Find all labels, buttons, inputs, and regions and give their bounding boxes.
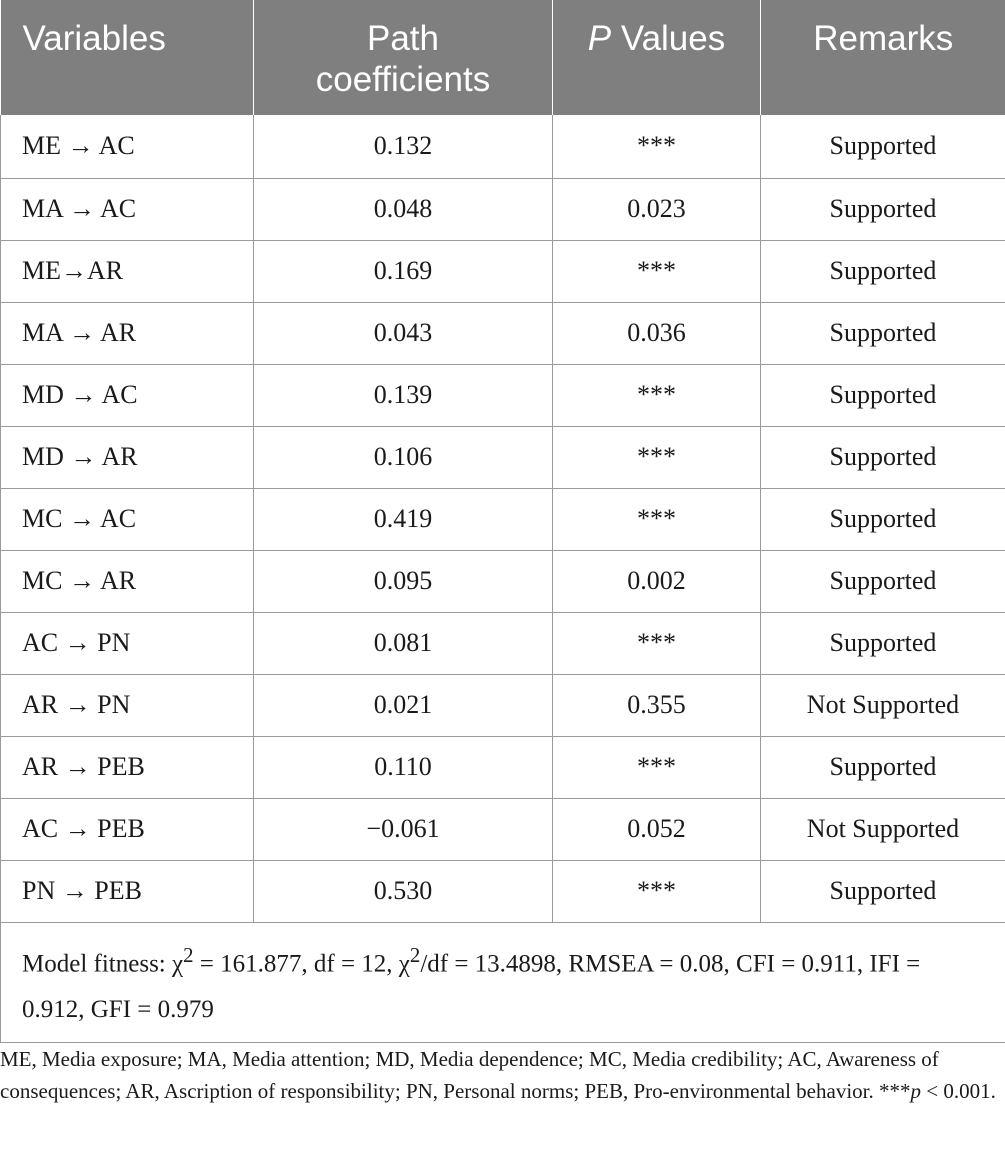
cell-path-coefficient: 0.139 — [254, 364, 553, 426]
header-p-italic: P — [587, 19, 612, 58]
table-row — [1, 240, 1005, 302]
cell-path-coefficient: 0.081 — [254, 612, 553, 674]
cell-path-coefficient: 0.095 — [254, 550, 553, 612]
table-header — [1, 0, 1005, 115]
table-row — [1, 302, 1005, 364]
header-remarks: Remarks — [761, 0, 1005, 115]
cell-variables: ME→AR — [1, 240, 254, 302]
model-fitness-cell — [1, 922, 1005, 1042]
footnote-tail: < 0.001. — [921, 1079, 996, 1103]
cell-variables: AR → PN — [1, 674, 254, 736]
header-row — [1, 0, 1005, 115]
cell-remarks: Not Supported — [761, 674, 1005, 736]
fitness-sup1: 2 — [183, 942, 194, 967]
table-footnote — [0, 1043, 1005, 1107]
cell-p-value: 0.355 — [553, 674, 761, 736]
table-row — [1, 178, 1005, 240]
cell-variables: AC → PN — [1, 612, 254, 674]
cell-remarks: Supported — [761, 860, 1005, 922]
table-row — [1, 736, 1005, 798]
cell-remarks: Supported — [761, 302, 1005, 364]
cell-p-value: 0.036 — [553, 302, 761, 364]
header-path-line1: Path — [367, 19, 439, 58]
cell-p-value: *** — [553, 488, 761, 550]
cell-path-coefficient: 0.043 — [254, 302, 553, 364]
cell-p-value: *** — [553, 426, 761, 488]
cell-variables: MA → AC — [1, 178, 254, 240]
table-row — [1, 674, 1005, 736]
header-p-rest: Values — [611, 19, 726, 58]
table-row — [1, 488, 1005, 550]
header-variables: Variables — [1, 0, 254, 115]
table-footer — [1, 922, 1005, 1042]
cell-variables: AR → PEB — [1, 736, 254, 798]
footnote-text: ME, Media exposure; MA, Media attention; MD, Media dependence; MC, Media credibility; AC, Awareness of consequences; AR, Ascription of responsibility; PN, Personal norms; PEB, Pro-environmental behavior. *** — [0, 1047, 939, 1103]
cell-remarks: Supported — [761, 736, 1005, 798]
cell-variables: AC → PEB — [1, 798, 254, 860]
cell-path-coefficient: 0.110 — [254, 736, 553, 798]
table-row — [1, 612, 1005, 674]
model-fitness-row — [1, 922, 1005, 1042]
cell-p-value: 0.052 — [553, 798, 761, 860]
cell-path-coefficient: −0.061 — [254, 798, 553, 860]
cell-remarks: Supported — [761, 240, 1005, 302]
cell-p-value: *** — [553, 860, 761, 922]
table-row — [1, 115, 1005, 178]
cell-remarks: Supported — [761, 550, 1005, 612]
cell-variables: PN → PEB — [1, 860, 254, 922]
fitness-prefix: Model fitness: χ — [22, 949, 184, 977]
cell-p-value: *** — [553, 736, 761, 798]
cell-path-coefficient: 0.530 — [254, 860, 553, 922]
cell-remarks: Supported — [761, 364, 1005, 426]
cell-path-coefficient: 0.169 — [254, 240, 553, 302]
cell-p-value: *** — [553, 612, 761, 674]
cell-path-coefficient: 0.132 — [254, 115, 553, 178]
fitness-sup2: 2 — [409, 942, 421, 967]
cell-variables: MD → AR — [1, 426, 254, 488]
fitness-mid: = 161.877, df = 12, χ — [193, 949, 410, 977]
cell-path-coefficient: 0.419 — [254, 488, 553, 550]
cell-path-coefficient: 0.021 — [254, 674, 553, 736]
footnote-p-italic: p — [910, 1079, 921, 1103]
cell-p-value: *** — [553, 364, 761, 426]
cell-variables: MA → AR — [1, 302, 254, 364]
cell-path-coefficient: 0.106 — [254, 426, 553, 488]
cell-variables: MC → AR — [1, 550, 254, 612]
cell-variables: ME → AC — [1, 115, 254, 178]
cell-remarks: Supported — [761, 178, 1005, 240]
table-body — [1, 115, 1005, 922]
header-p-values — [553, 0, 761, 115]
table-row — [1, 798, 1005, 860]
table-row — [1, 860, 1005, 922]
cell-variables: MC → AC — [1, 488, 254, 550]
table-row — [1, 550, 1005, 612]
cell-remarks: Not Supported — [761, 798, 1005, 860]
table-row — [1, 426, 1005, 488]
cell-p-value: 0.023 — [553, 178, 761, 240]
table-row — [1, 364, 1005, 426]
fitness-suffix: /df = 13.4898, RMSEA = 0.08, CFI = 0.911, IFI = 0.912, GFI = 0.979 — [22, 949, 921, 1023]
cell-p-value: *** — [553, 240, 761, 302]
cell-remarks: Supported — [761, 426, 1005, 488]
header-path-coefficients — [254, 0, 553, 115]
header-path-line2: coefficients — [315, 60, 491, 99]
cell-p-value: *** — [553, 115, 761, 178]
cell-remarks: Supported — [761, 612, 1005, 674]
cell-remarks: Supported — [761, 488, 1005, 550]
cell-path-coefficient: 0.048 — [254, 178, 553, 240]
cell-p-value: 0.002 — [553, 550, 761, 612]
cell-variables: MD → AC — [1, 364, 254, 426]
cell-remarks: Supported — [761, 115, 1005, 178]
